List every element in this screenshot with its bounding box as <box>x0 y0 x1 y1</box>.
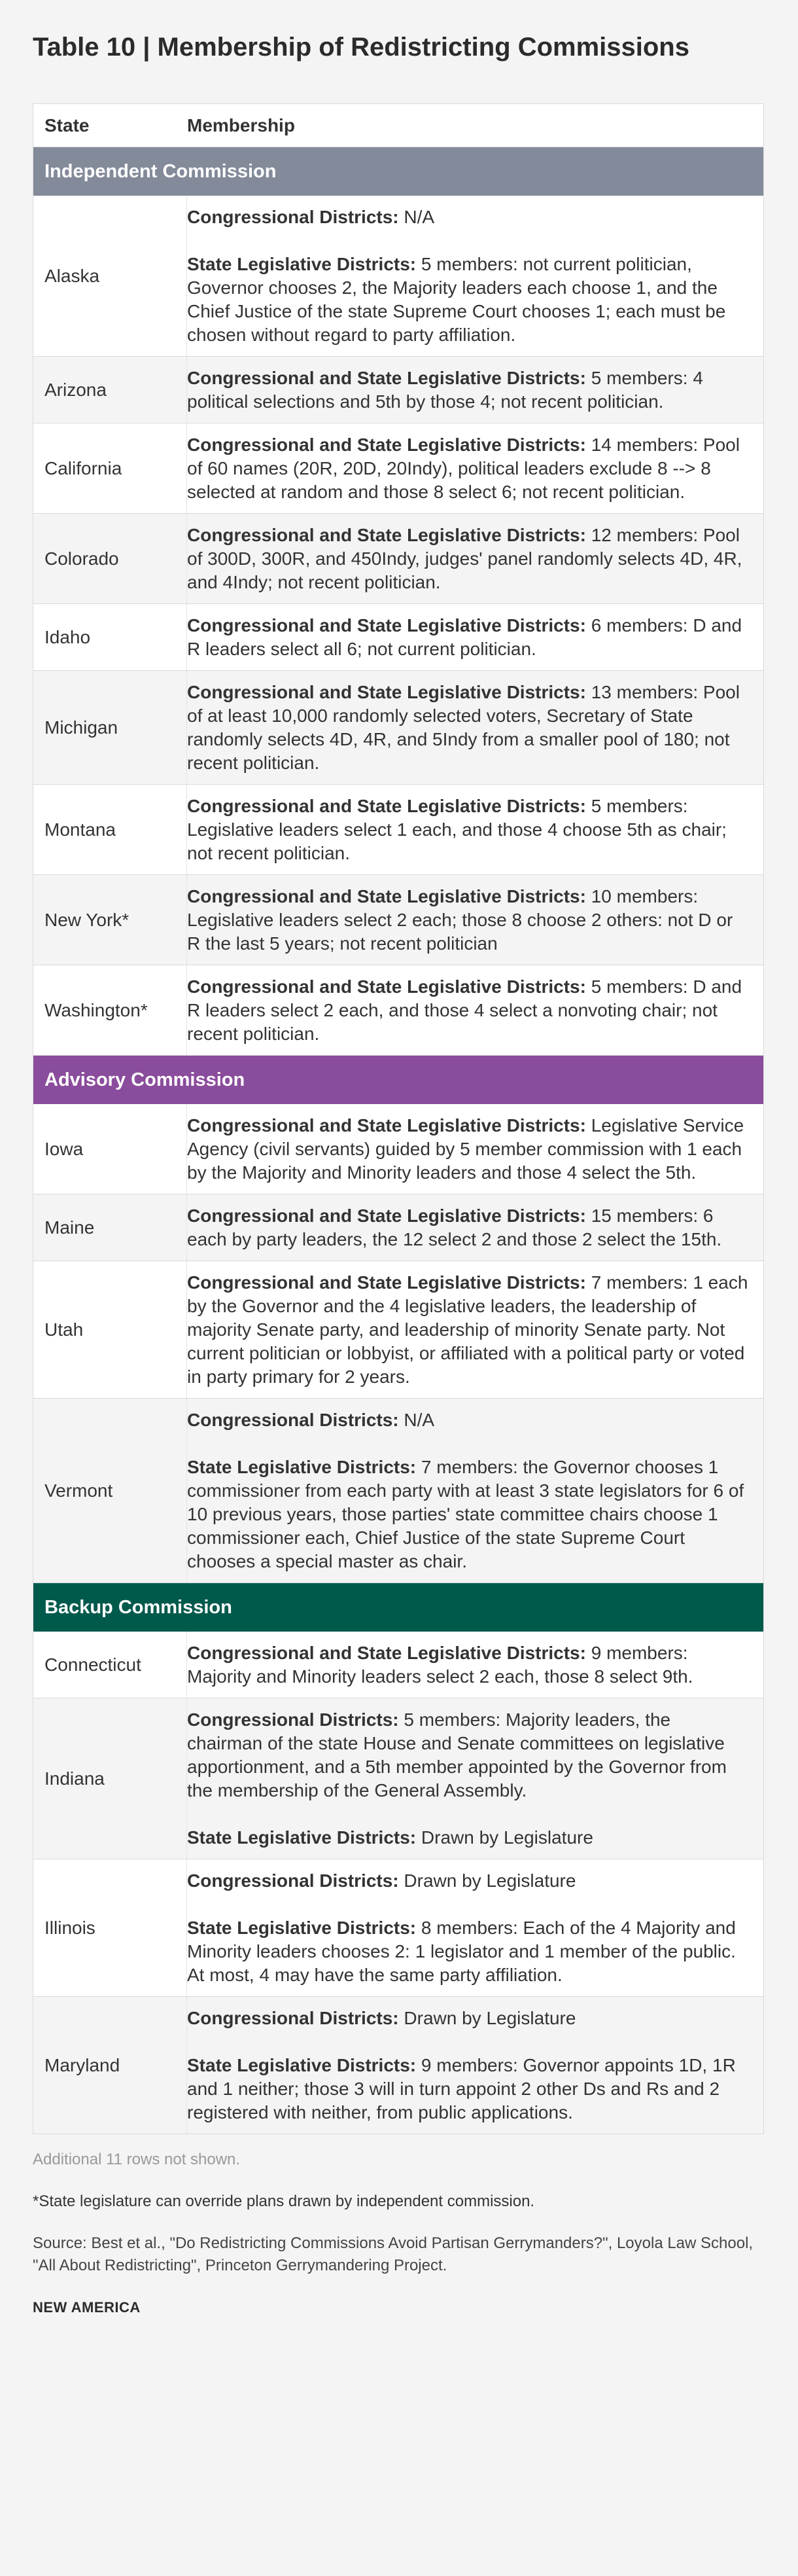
membership-text: 14 members: Pool of 60 names (20R, 20D, 20Indy), political leaders exclude 8 --> 8 selected at random and those 8 select 6; not recent politician. <box>187 435 740 502</box>
table-row <box>33 1698 763 1859</box>
district-label: Congressional Districts: <box>187 2008 399 2028</box>
membership-cell <box>187 1261 763 1398</box>
table-row <box>33 357 763 423</box>
membership-text: 5 members: not current politician, Governor chooses 2, the Majority leaders each choose 1, and the Chief Justice of the state Supreme Court chooses 1; each must be chosen without regard to party affiliation. <box>187 254 726 345</box>
membership-cell <box>187 514 763 603</box>
membership-paragraph <box>187 614 750 661</box>
district-label: Congressional and State Legislative Districts: <box>187 1643 586 1663</box>
district-label: Congressional and State Legislative Districts: <box>187 525 586 545</box>
table-row <box>33 423 763 514</box>
membership-text: 9 members: Majority and Minority leaders select 2 each, those 8 select 9th. <box>187 1643 693 1687</box>
membership-text: 15 members: 6 each by party leaders, the 12 select 2 and those 2 select the 15th. <box>187 1206 722 1249</box>
membership-paragraph <box>187 1916 750 1987</box>
source-note: Source: Best et al., "Do Redistricting Commissions Avoid Partisan Gerrymanders?", Loyola Law School, "All About Redistricting", Princeton Gerrymandering Project. <box>33 2234 754 2274</box>
state-cell: Arizona <box>33 357 187 423</box>
state-cell: Indiana <box>33 1698 187 1859</box>
column-header-state: State <box>44 115 90 135</box>
district-label: State Legislative Districts: <box>187 1827 417 1848</box>
membership-text: N/A <box>398 1410 435 1430</box>
membership-text: 6 members: D and R leaders select all 6; not current politician. <box>187 615 742 659</box>
state-cell: Maryland <box>33 1997 187 2134</box>
state-cell: Idaho <box>33 604 187 670</box>
table-row <box>33 965 763 1056</box>
state-cell: Maine <box>33 1194 187 1261</box>
table-row <box>33 785 763 875</box>
membership-text: 8 members: Each of the 4 Majority and Minority leaders chooses 2: 1 legislator and 1 member of the public. At most, 4 may have the same party affiliation. <box>187 1918 736 1985</box>
district-label: Congressional and State Legislative Districts: <box>187 435 586 455</box>
membership-paragraph <box>187 367 750 414</box>
district-label: Congressional Districts: <box>187 207 399 227</box>
membership-paragraph <box>187 975 750 1046</box>
membership-text: 5 members: D and R leaders select 2 each, and those 4 select a nonvoting chair; not recent politician. <box>187 976 742 1044</box>
membership-cell <box>187 1698 763 1859</box>
membership-paragraph <box>187 1641 750 1689</box>
membership-text: Legislative Service Agency (civil servants) guided by 5 member commission with 1 each by the Majority and Minority leaders and those 4 select the 5th. <box>187 1115 744 1183</box>
district-label: State Legislative Districts: <box>187 254 417 274</box>
state-cell: Alaska <box>33 196 187 356</box>
state-cell: Washington* <box>33 965 187 1055</box>
membership-paragraph <box>187 795 750 865</box>
more-rows-note: Additional 11 rows not shown. <box>33 2151 241 2168</box>
membership-paragraph <box>187 433 750 504</box>
membership-paragraph <box>187 206 750 229</box>
district-label: Congressional Districts: <box>187 1709 399 1730</box>
membership-text: 12 members: Pool of 300D, 300R, and 450Indy, judges' panel randomly selects 4D, 4R, and 4Indy; not recent politician. <box>187 525 742 592</box>
district-label: Congressional and State Legislative Districts: <box>187 615 586 635</box>
membership-paragraph <box>187 885 750 956</box>
membership-cell <box>187 357 763 423</box>
footnote: *State legislature can override plans drawn by independent commission. <box>33 2192 535 2210</box>
district-label: Congressional Districts: <box>187 1410 399 1430</box>
state-cell: Colorado <box>33 514 187 603</box>
membership-cell <box>187 1859 763 1996</box>
brand-logo: NEW AMERICA <box>33 2299 141 2316</box>
table-row <box>33 604 763 671</box>
table-row <box>33 1859 763 1997</box>
membership-paragraph <box>187 2007 750 2030</box>
group-header-advisory: Advisory Commission <box>33 1056 763 1104</box>
group-header-backup: Backup Commission <box>33 1583 763 1632</box>
district-label: Congressional and State Legislative Districts: <box>187 976 586 997</box>
membership-text: 7 members: 1 each by the Governor and the 4 legislative leaders, the leadership of majority Senate party, and leadership of minority Senate party. Not current politician or lobbyist, or affiliated with a political party or voted in party primary for 2 years. <box>187 1272 748 1387</box>
group-header-independent: Independent Commission <box>33 147 763 196</box>
membership-cell <box>187 604 763 670</box>
membership-text: 13 members: Pool of at least 10,000 randomly selected voters, Secretary of State randomly selects 4D, 4R, and 5Indy from a smaller pool of 180; not recent politician. <box>187 682 740 773</box>
table-row <box>33 1104 763 1194</box>
membership-cell <box>187 785 763 874</box>
membership-text: 5 members: Legislative leaders select 1 each, and those 4 choose 5th as chair; not recent politician. <box>187 796 727 863</box>
table-row <box>33 875 763 965</box>
membership-text: Drawn by Legislature <box>398 2008 576 2028</box>
table-row <box>33 196 763 357</box>
membership-paragraph <box>187 1826 750 1850</box>
table-row <box>33 1632 763 1698</box>
district-label: State Legislative Districts: <box>187 1457 417 1477</box>
membership-text: 10 members: Legislative leaders select 2 each; those 8 choose 2 others: not D or R the last 5 years; not recent politician <box>187 886 733 954</box>
table-row <box>33 1261 763 1399</box>
table-body <box>33 147 763 2134</box>
membership-text: 5 members: Majority leaders, the chairman of the state House and Senate committees on legislative apportionment, and a 5th member appointed by the Governor from the membership of the General Assembly. <box>187 1709 727 1800</box>
district-label: Congressional and State Legislative Districts: <box>187 1272 586 1293</box>
membership-paragraph <box>187 1204 750 1251</box>
state-cell: Vermont <box>33 1399 187 1583</box>
membership-cell <box>187 1194 763 1261</box>
membership-paragraph <box>187 1708 750 1802</box>
membership-paragraph <box>187 1271 750 1389</box>
membership-cell <box>187 423 763 513</box>
membership-table <box>33 103 764 2134</box>
membership-paragraph <box>187 1408 750 1432</box>
membership-paragraph <box>187 2054 750 2124</box>
state-cell: Utah <box>33 1261 187 1398</box>
state-cell: Connecticut <box>33 1632 187 1698</box>
table-row <box>33 1194 763 1261</box>
membership-paragraph <box>187 524 750 594</box>
membership-cell <box>187 1104 763 1194</box>
membership-paragraph <box>187 1114 750 1185</box>
district-label: Congressional and State Legislative Districts: <box>187 1115 586 1136</box>
membership-text: N/A <box>398 207 435 227</box>
page-title: Table 10 | Membership of Redistricting Commissions <box>33 33 689 62</box>
membership-cell <box>187 196 763 356</box>
membership-paragraph <box>187 681 750 775</box>
membership-paragraph <box>187 1456 750 1573</box>
table-row <box>33 1399 763 1583</box>
district-label: Congressional and State Legislative Districts: <box>187 886 586 906</box>
membership-paragraph <box>187 1869 750 1893</box>
table-row <box>33 514 763 604</box>
membership-text: 7 members: the Governor chooses 1 commissioner from each party with at least 3 state legislators for 6 of 10 previous years, those parties' state committee chairs choose 1 commissioner each, Chief Justice of the state Supreme Court chooses a special master as chair. <box>187 1457 744 1571</box>
membership-paragraph <box>187 253 750 347</box>
membership-cell <box>187 1399 763 1583</box>
state-cell: Iowa <box>33 1104 187 1194</box>
state-cell: Montana <box>33 785 187 874</box>
district-label: Congressional and State Legislative Districts: <box>187 796 586 816</box>
table-row <box>33 1997 763 2134</box>
district-label: Congressional and State Legislative Districts: <box>187 368 586 388</box>
district-label: State Legislative Districts: <box>187 1918 417 1938</box>
state-cell: Michigan <box>33 671 187 784</box>
state-cell: Illinois <box>33 1859 187 1996</box>
membership-text: Drawn by Legislature <box>398 1870 576 1891</box>
membership-text: Drawn by Legislature <box>416 1827 593 1848</box>
membership-cell <box>187 671 763 784</box>
district-label: Congressional and State Legislative Districts: <box>187 1206 586 1226</box>
membership-cell <box>187 965 763 1055</box>
state-cell: New York* <box>33 875 187 965</box>
membership-cell <box>187 875 763 965</box>
column-header-membership: Membership <box>187 115 295 135</box>
table-header <box>33 104 763 147</box>
district-label: Congressional and State Legislative Districts: <box>187 682 586 702</box>
membership-text: 5 members: 4 political selections and 5th by those 4; not recent politician. <box>187 368 703 412</box>
table-row <box>33 671 763 785</box>
membership-cell <box>187 1997 763 2134</box>
membership-text: 9 members: Governor appoints 1D, 1R and 1 neither; those 3 will in turn appoint 2 other Ds and Rs and 2 registered with neither, from public applications. <box>187 2055 736 2122</box>
notes <box>33 2149 765 2319</box>
district-label: State Legislative Districts: <box>187 2055 417 2075</box>
district-label: Congressional Districts: <box>187 1870 399 1891</box>
membership-cell <box>187 1632 763 1698</box>
state-cell: California <box>33 423 187 513</box>
